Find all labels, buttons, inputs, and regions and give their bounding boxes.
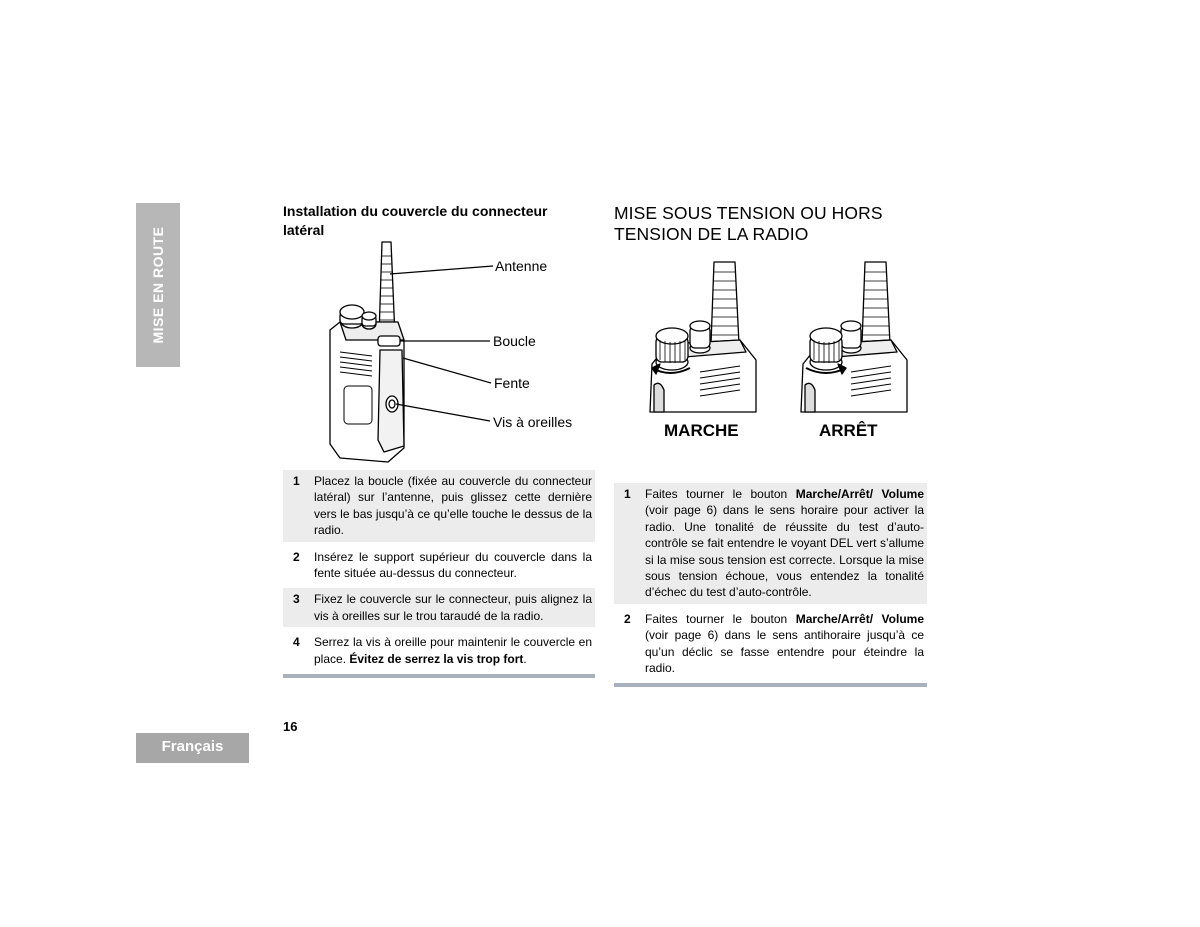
left-steps-list xyxy=(283,470,595,678)
step-text: Faites tourner le bouton xyxy=(645,611,796,626)
caption-arret: ARRÊT xyxy=(819,421,878,440)
right-title-line2: TENSION DE LA RADIO xyxy=(614,224,809,244)
step-number: 3 xyxy=(293,592,300,607)
step-text: Serrez la vis à oreille pour maintenir le couvercle en place. xyxy=(314,635,592,666)
step-text-end: (voir page 6) dans le sens antihoraire jusqu’à ce qu’un déclic se fasse entendre pour éteindre la radio. xyxy=(645,628,924,676)
step-text-end: . xyxy=(523,651,527,666)
radio-power-on-illustration xyxy=(650,262,756,412)
list-item xyxy=(283,470,595,542)
step-number: 4 xyxy=(293,635,300,650)
right-title-line1: MISE SOUS TENSION OU HORS xyxy=(614,203,883,223)
step-text: Faites tourner le bouton xyxy=(645,487,796,501)
step-text: Insérez le support supérieur du couvercle dans la fente située au-dessus du connecteur. xyxy=(314,549,592,581)
list-item xyxy=(614,608,927,680)
step-button-name: Marche/Arrêt/ Volume xyxy=(795,487,925,501)
list-item xyxy=(283,631,595,670)
radio-side-connector-illustration xyxy=(330,242,404,462)
right-steps-list xyxy=(614,483,927,687)
language-tab: Français xyxy=(136,733,249,763)
step-number: 1 xyxy=(624,487,631,501)
step-text-end: (voir page 6) dans le sens horaire pour activer la radio. Une tonalité de réussite du test d’auto-contrôle se fait entendre le voyant DEL vert s’allume si la mise sous tension est correcte. Lorsque la mise sous tension échoue, vous entendez la tonalité d’échec du test d’auto-contrôle. xyxy=(645,503,924,600)
list-item xyxy=(614,483,927,604)
step-number: 1 xyxy=(293,474,300,488)
page-number: 16 xyxy=(283,719,298,734)
step-number: 2 xyxy=(293,549,300,564)
step-button-name: Marche/Arrêt/ Volume xyxy=(795,611,925,626)
section-side-tab-label: MISE EN ROUTE xyxy=(150,226,166,344)
section-rule xyxy=(614,683,927,687)
caption-marche: MARCHE xyxy=(664,421,739,440)
callout-lines xyxy=(390,266,493,421)
step-text: Placez la boucle (fixée au couvercle du connecteur latéral) sur l’antenne, puis glissez cette dernière vers le bas jusqu’à ce qu’elle touche le dessus de la radio. xyxy=(314,474,592,538)
radio-power-off-illustration xyxy=(801,262,907,412)
left-title-line2: latéral xyxy=(283,222,325,238)
label-fente: Fente xyxy=(494,375,530,391)
label-boucle: Boucle xyxy=(493,333,536,349)
step-text: Fixez le couvercle sur le connecteur, puis alignez la vis à oreilles sur le trou taraudé de la radio. xyxy=(314,592,592,623)
left-title-line1: Installation du couvercle du connecteur xyxy=(283,203,548,219)
label-vis-a-oreilles: Vis à oreilles xyxy=(493,414,573,430)
right-section-title xyxy=(614,203,934,245)
label-antenne: Antenne xyxy=(495,258,548,274)
list-item xyxy=(283,546,595,585)
step-warning: Évitez de serrez la vis trop fort xyxy=(349,651,524,666)
section-rule xyxy=(283,674,595,678)
list-item xyxy=(283,588,595,627)
step-number: 2 xyxy=(624,611,631,626)
